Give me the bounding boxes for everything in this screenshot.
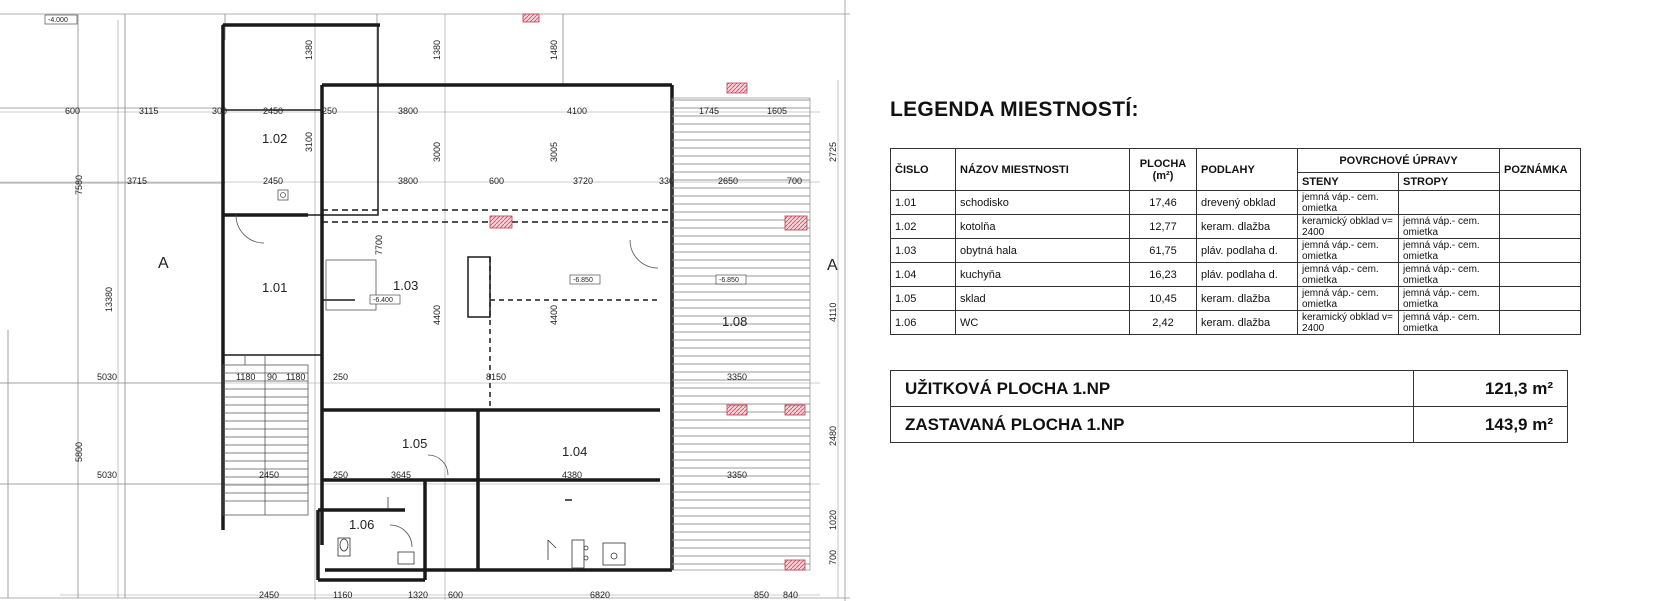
cell-poznamka — [1500, 287, 1581, 311]
dimension: 2450 — [263, 106, 284, 116]
cell-nazov: kuchyňa — [956, 263, 1130, 287]
cell-cislo: 1.05 — [891, 287, 956, 311]
cell-podlahy: keram. dlažba — [1197, 287, 1298, 311]
dimension: 4380 — [562, 470, 583, 480]
cell-steny: jemná váp.- cem. omietka — [1298, 239, 1399, 263]
zastavana-plocha-value: 143,9 m² — [1414, 407, 1568, 443]
room-label-1.02: 1.02 — [262, 131, 288, 146]
dimension: 4400 — [432, 304, 442, 325]
summary-row-uzitkova — [891, 371, 1568, 407]
uzitkova-plocha-value: 121,3 m² — [1414, 371, 1568, 407]
cell-plocha: 61,75 — [1130, 239, 1197, 263]
header-plocha-unit: (m²) — [1152, 169, 1174, 182]
dimension: 600 — [489, 176, 505, 186]
cell-nazov: schodisko — [956, 191, 1130, 215]
dimension: 6820 — [590, 590, 611, 600]
cell-poznamka — [1500, 239, 1581, 263]
legend-title: LEGENDA MIESTNOSTÍ: — [890, 98, 1139, 121]
cell-steny: keramický obklad v= 2400 — [1298, 215, 1399, 239]
dimension: 4110 — [828, 302, 838, 322]
dimension: 2725 — [828, 141, 838, 162]
cell-nazov: WC — [956, 311, 1130, 335]
cell-podlahy: pláv. podlaha d. — [1197, 263, 1298, 287]
dimension: 3115 — [139, 106, 159, 116]
dimension: 1480 — [549, 39, 559, 60]
dimension: 840 — [783, 590, 799, 600]
cell-poznamka — [1500, 311, 1581, 335]
dimension: 1180 — [286, 372, 306, 382]
header-stropy: STROPY — [1399, 173, 1500, 191]
cell-plocha: 2,42 — [1130, 311, 1197, 335]
room-label-1.03: 1.03 — [393, 278, 419, 293]
room-legend-table — [890, 148, 1581, 335]
cell-stropy: jemná váp.- cem. omietka — [1399, 287, 1500, 311]
dimension: 3720 — [573, 176, 594, 186]
cell-stropy: jemná váp.- cem. omietka — [1399, 239, 1500, 263]
dimension: 2650 — [718, 176, 739, 186]
dimension: 1180 — [236, 372, 256, 382]
dimension: 3715 — [127, 176, 148, 186]
zastavana-plocha-label: ZASTAVANÁ PLOCHA 1.NP — [891, 407, 1414, 443]
table-row — [891, 287, 1581, 311]
section-marker-right: A — [827, 257, 838, 274]
dimension: 4100 — [567, 106, 588, 116]
table-row — [891, 263, 1581, 287]
table-row — [891, 215, 1581, 239]
dimension: 1160 — [333, 590, 353, 600]
cell-plocha: 16,23 — [1130, 263, 1197, 287]
dimension: 300 — [212, 106, 228, 116]
cell-steny: jemná váp.- cem. omietka — [1298, 287, 1399, 311]
dimension: 250 — [333, 470, 349, 480]
dimension: 5800 — [74, 441, 84, 462]
cell-podlahy: keram. dlažba — [1197, 311, 1298, 335]
dimension: 2450 — [259, 590, 280, 600]
cell-cislo: 1.04 — [891, 263, 956, 287]
dimension: 600 — [448, 590, 464, 600]
cell-plocha: 10,45 — [1130, 287, 1197, 311]
cell-steny: keramický obklad v= 2400 — [1298, 311, 1399, 335]
dimension: 3800 — [398, 176, 419, 186]
room-label-1.05: 1.05 — [402, 436, 428, 451]
cell-poznamka — [1500, 191, 1581, 215]
header-nazov: NÁZOV MIESTNOSTI — [956, 149, 1130, 191]
legend-header-row — [891, 149, 1581, 173]
cell-stropy — [1399, 191, 1500, 215]
dimension: 5030 — [97, 470, 118, 480]
dimension: 3800 — [398, 106, 419, 116]
dimension: 3350 — [727, 372, 748, 382]
cell-podlahy: drevený obklad — [1197, 191, 1298, 215]
cell-stropy: jemná váp.- cem. omietka — [1399, 215, 1500, 239]
cell-cislo: 1.01 — [891, 191, 956, 215]
area-summary-table — [890, 370, 1568, 443]
header-steny: STENY — [1298, 173, 1399, 191]
dimension: 1380 — [304, 39, 314, 60]
cell-podlahy: keram. dlažba — [1197, 215, 1298, 239]
dimension: 600 — [65, 106, 81, 116]
dimension: 8150 — [486, 372, 507, 382]
header-poznamka: POZNÁMKA — [1500, 149, 1581, 191]
cell-cislo: 1.02 — [891, 215, 956, 239]
section-marker-left: A — [158, 255, 169, 272]
dimension: 4400 — [549, 304, 559, 325]
level-mark: -4.000 — [48, 17, 68, 24]
dimension: 1320 — [408, 590, 429, 600]
cell-cislo: 1.03 — [891, 239, 956, 263]
level-mark: -6.850 — [573, 277, 593, 284]
dimension: 3645 — [391, 470, 412, 480]
dimension: 330 — [659, 176, 675, 186]
cell-cislo: 1.06 — [891, 311, 956, 335]
room-label-1.08: 1.08 — [722, 314, 748, 329]
dimension: 7700 — [374, 234, 384, 255]
table-row — [891, 311, 1581, 335]
header-plocha-label: PLOCHA — [1139, 157, 1187, 170]
room-label-1.06: 1.06 — [349, 517, 375, 532]
cell-plocha: 17,46 — [1130, 191, 1197, 215]
level-mark: -6.400 — [373, 297, 393, 304]
cell-plocha: 12,77 — [1130, 215, 1197, 239]
dimension: 5030 — [97, 372, 118, 382]
room-label-1.01: 1.01 — [262, 280, 288, 295]
dimension: 2480 — [828, 425, 838, 446]
dimension: 2450 — [263, 176, 284, 186]
dimension: 700 — [787, 176, 803, 186]
dimension: 3100 — [304, 131, 314, 152]
dimension: 1020 — [828, 509, 838, 530]
header-povrchove: POVRCHOVÉ ÚPRAVY — [1298, 149, 1500, 173]
header-podlahy: PODLAHY — [1197, 149, 1298, 191]
dimension: 1380 — [432, 39, 442, 60]
dimension: 13380 — [104, 286, 114, 312]
cell-nazov: kotolňa — [956, 215, 1130, 239]
dimension: 2450 — [259, 470, 280, 480]
table-row — [891, 191, 1581, 215]
cell-steny: jemná váp.- cem. omietka — [1298, 263, 1399, 287]
uzitkova-plocha-label: UŽITKOVÁ PLOCHA 1.NP — [891, 371, 1414, 407]
header-cislo: ČISLO — [891, 149, 956, 191]
dimension: 3350 — [727, 470, 748, 480]
dimension: 3000 — [432, 141, 442, 162]
dimension: 1605 — [767, 106, 788, 116]
dimension: 90 — [267, 372, 278, 382]
cell-stropy: jemná váp.- cem. omietka — [1399, 311, 1500, 335]
table-row — [891, 239, 1581, 263]
dimension: 7580 — [74, 174, 84, 195]
summary-row-zastavana — [891, 407, 1568, 443]
dimension: 250 — [333, 372, 349, 382]
dimension: 1745 — [699, 106, 720, 116]
room-label-1.04: 1.04 — [562, 444, 588, 459]
cell-nazov: sklad — [956, 287, 1130, 311]
level-mark: -6.850 — [719, 277, 739, 284]
dimension: 250 — [322, 106, 338, 116]
dimension: 3005 — [549, 141, 559, 162]
cell-nazov: obytná hala — [956, 239, 1130, 263]
dimension: 700 — [828, 549, 838, 565]
header-plocha — [1130, 149, 1197, 191]
cell-stropy: jemná váp.- cem. omietka — [1399, 263, 1500, 287]
cell-podlahy: pláv. podlaha d. — [1197, 239, 1298, 263]
cell-poznamka — [1500, 215, 1581, 239]
dimension: 850 — [754, 590, 770, 600]
cell-poznamka — [1500, 263, 1581, 287]
cell-steny: jemná váp.- cem. omietka — [1298, 191, 1399, 215]
